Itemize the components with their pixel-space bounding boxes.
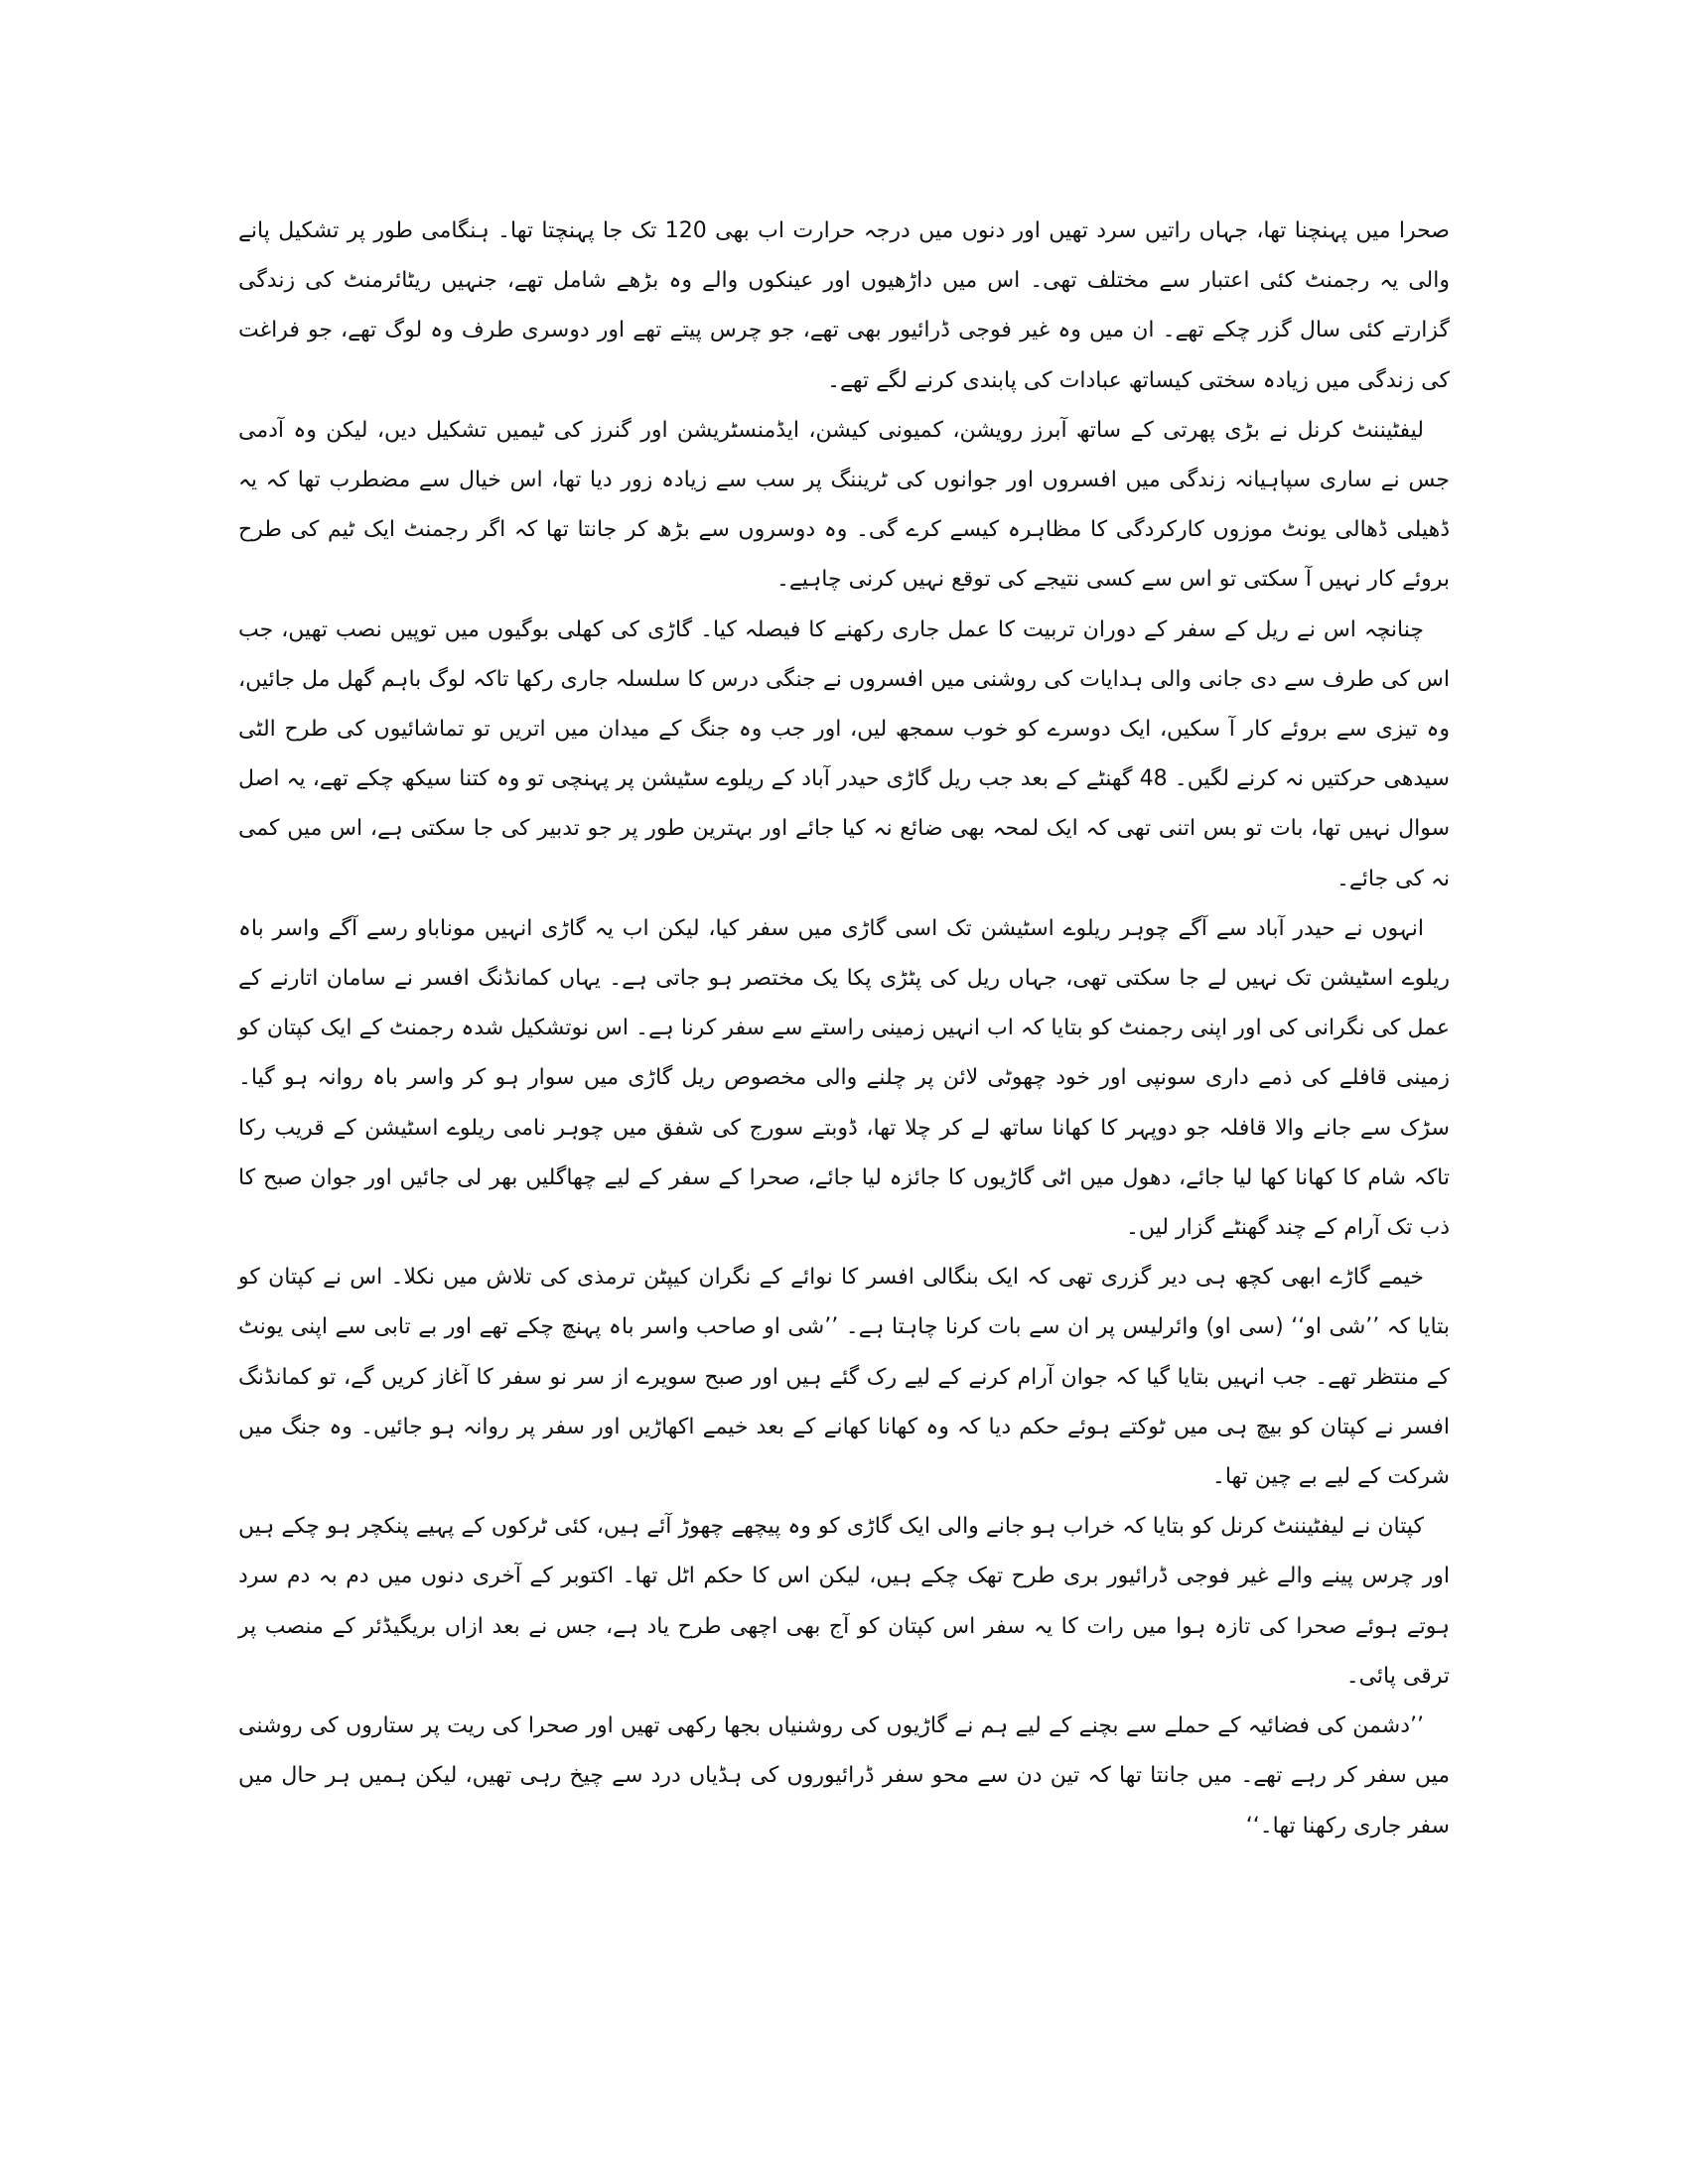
- paragraph-3: چنانچہ اس نے ریل کے سفر کے دوران تربیت کا عمل جاری رکھنے کا فیصلہ کیا۔ گاڑی کی کھلی بوگیوں میں توپیں نصب تھیں، جب اس کی طرف سے دی جانی والی ہدایات کی روشنی میں افسروں نے جنگی درس کا سلسلہ جاری رکھا تاکہ لوگ باہم گھل مل جائیں، وہ تیزی سے بروئے کار آ سکیں، ایک دوسرے کو خوب سمجھ لیں، اور جب وہ جنگ کے میدان میں اتریں تو تماشائیوں کی طرح الٹی سیدھی حرکتیں نہ کرنے لگیں۔ 48 گھنٹے کے بعد جب ریل گاڑی حیدر آباد کے ریلوے سٹیشن پر پہنچی تو وہ کتنا سیکھ چکے تھے، یہ اصل سوال نہیں تھا، بات تو بس اتنی تھی کہ ایک لمحہ بھی ضائع نہ کیا جائے اور بہترین طور پر جو تدبیر کی جا سکتی ہے، اس میں کمی نہ کی جائے۔: [238, 616, 1450, 891]
- paragraph-5: خیمے گاڑے ابھی کچھ ہی دیر گزری تھی کہ ایک بنگالی افسر کا نوائے کے نگران کیپٹن ترمذی کی تلاش میں نکلا۔ اس نے کپتان کو بتایا کہ ’’شی او‘‘ (سی او) وائرلیس پر ان سے بات کرنا چاہتا ہے۔ ’’شی او صاحب واسر باہ پہنچ چکے تھے اور بے تابی سے اپنی یونٹ کے منتظر تھے۔ جب انہیں بتایا گیا کہ جوان آرام کرنے کے لیے رک گئے ہیں اور صبح سویرے از سر نو سفر کا آغاز کریں گے، تو کمانڈنگ افسر نے کپتان کو بیچ ہی میں ٹوکتے ہوئے حکم دیا کہ وہ کھانا کھانے کے بعد خیمے اکھاڑیں اور سفر پر روانہ ہو جائیں۔ وہ جنگ میں شرکت کے لیے بے چین تھا۔: [238, 1265, 1450, 1490]
- paragraph-6: کپتان نے لیفٹیننٹ کرنل کو بتایا کہ خراب ہو جانے والی ایک گاڑی کو وہ پیچھے چھوڑ آئے ہیں، کئی ٹرکوں کے پہیے پنکچر ہو چکے ہیں اور چرس پینے والے غیر فوجی ڈرائیور بری طرح تھک چکے ہیں، لیکن اس کا حکم اٹل تھا۔ اکتوبر کے آخری دنوں میں دم بہ دم سرد ہوتے ہوئے صحرا کی تازہ ہوا میں رات کا یہ سفر اس کپتان کو آج بھی اچھی طرح یاد ہے، جس نے بعد ازاں بریگیڈئر کے منصب پر ترقی پائی۔: [238, 1514, 1450, 1689]
- paragraph-2: لیفٹیننٹ کرنل نے بڑی پھرتی کے ساتھ آبرز رویشن، کمیونی کیشن، ایڈمنسٹریشن اور گنرز کی ٹیمیں تشکیل دیں، لیکن وہ آدمی جس نے ساری سپاہیانہ زندگی میں افسروں اور جوانوں کی ٹریننگ پر سب سے زیادہ زور دیا تھا، اس خیال سے مضطرب تھا کہ یہ ڈھیلی ڈھالی یونٹ موزوں کارکردگی کا مظاہرہ کیسے کرے گی۔ وہ دوسروں سے بڑھ کر جانتا تھا کہ اگر رجمنٹ ایک ٹیم کی طرح بروئے کار نہیں آ سکتی تو اس سے کسی نتیجے کی توقع نہیں کرنی چاہیے۔: [238, 417, 1450, 593]
- body-text: [238, 206, 1450, 1851]
- paragraph-7: ’’دشمن کی فضائیہ کے حملے سے بچنے کے لیے ہم نے گاڑیوں کی روشنیاں بجھا رکھی تھیں اور صحرا کی ریت پر ستاروں کی روشنی میں سفر کر رہے تھے۔ میں جانتا تھا کہ تین دن سے محو سفر ڈرائیوروں کی ہڈیاں درد سے چیخ رہی تھیں، لیکن ہمیں ہر حال میں سفر جاری رکھنا تھا۔‘‘: [238, 1713, 1450, 1839]
- paragraph-4: انہوں نے حیدر آباد سے آگے چوہر ریلوے اسٹیشن تک اسی گاڑی میں سفر کیا، لیکن اب یہ گاڑی انہیں موناباو رسے آگے واسر باہ ریلوے اسٹیشن تک نہیں لے جا سکتی تھی، جہاں ریل کی پٹڑی پکا یک مختصر ہو جاتی ہے۔ یہاں کمانڈنگ افسر نے سامان اتارنے کے عمل کی نگرانی کی اور اپنی رجمنٹ کو بتایا کہ اب انہیں زمینی راستے سے سفر کرنا ہے۔ اس نوتشکیل شدہ رجمنٹ کے ایک کپتان کو زمینی قافلے کی ذمے داری سونپی اور خود چھوٹی لائن پر چلنے والی مخصوص ریل گاڑی میں سوار ہو کر واسر باہ روانہ ہو گیا۔ سڑک سے جانے والا قافلہ جو دوپہر کا کھانا ساتھ لے کر چلا تھا، ڈوبتے سورج کی شفق میں چوہر نامی ریلوے اسٹیشن کے قریب رکا تاکہ شام کا کھانا کھا لیا جائے، دھول میں اٹی گاڑیوں کا جائزہ لیا جائے، صحرا کے سفر کے لیے چھاگلیں بھر لی جائیں اور جوان صبح کا ذب تک آرام کے چند گھنٹے گزار لیں۔: [238, 915, 1450, 1241]
- paragraph-1: صحرا میں پہنچنا تھا، جہاں راتیں سرد تھیں اور دنوں میں درجہ حرارت اب بھی 120 تک جا پہنچتا تھا۔ ہنگامی طور پر تشکیل پانے والی یہ رجمنٹ کئی اعتبار سے مختلف تھی۔ اس میں داڑھیوں اور عینکوں والے وہ بڑھے شامل تھے، جنہیں ریٹائرمنٹ کی زندگی گزارتے کئی سال گزر چکے تھے۔ ان میں وہ غیر فوجی ڈرائیور بھی تھے، جو چرس پیتے تھے اور دوسری طرف وہ لوگ تھے، جو فراغت کی زندگی میں زیادہ سختی کیساتھ عبادات کی پابندی کرنے لگے تھے۔: [238, 218, 1450, 393]
